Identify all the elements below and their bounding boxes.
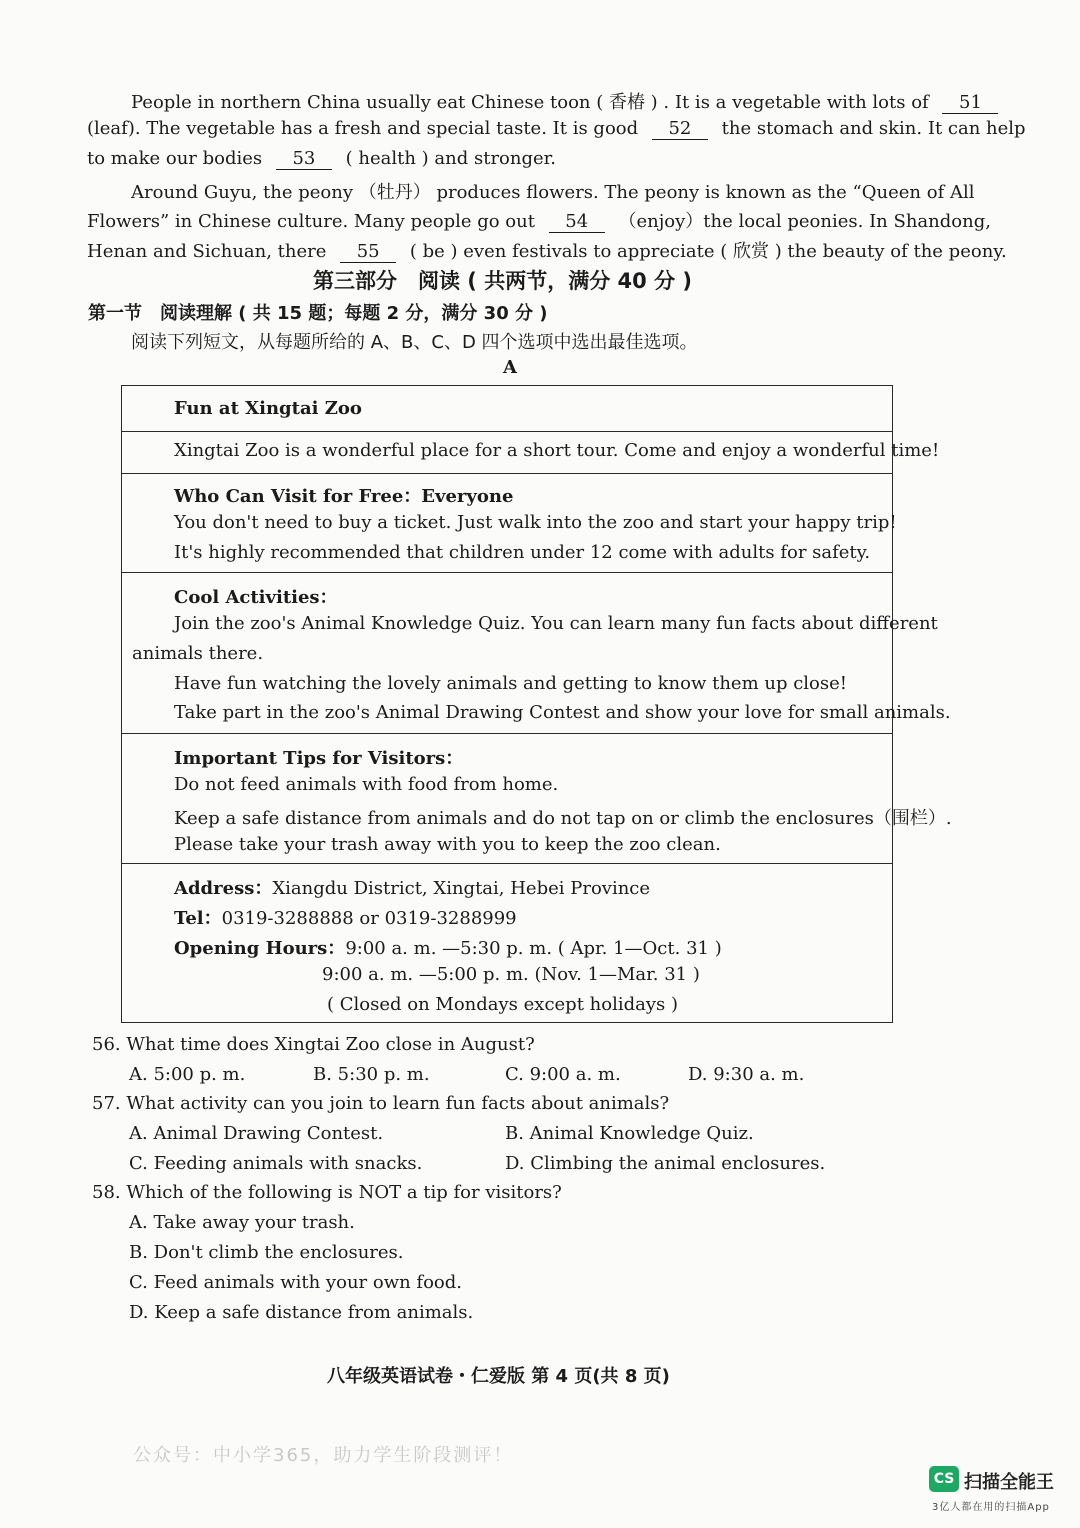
activity-line-3: Have fun watching the lovely animals and getting to know them up close! <box>174 673 848 694</box>
zoo-visit-row <box>122 474 897 573</box>
tips-heading: Important Tips for Visitors： <box>174 748 464 769</box>
address-label: Address： <box>174 878 273 899</box>
instruction: 阅读下列短文，从每题所给的 A、B、C、D 四个选项中选出最佳选项。 <box>131 332 698 353</box>
cloze-line-3 <box>87 148 556 170</box>
q58-option-a: A. Take away your trash. <box>129 1212 355 1233</box>
q57-option-d: D. Climbing the animal enclosures. <box>505 1153 826 1174</box>
q58-option-d: D. Keep a safe distance from animals. <box>129 1302 474 1323</box>
zoo-tips-row <box>122 734 952 864</box>
activity-line-1: Join the zoo's Animal Knowledge Quiz. You can learn many fun facts about different <box>174 613 938 634</box>
watermark-text: 公众号：中小学365，助力学生阶段测评！ <box>133 1445 514 1466</box>
cloze-line-4 <box>131 178 974 204</box>
blank-52: 52 <box>652 119 708 140</box>
q58-option-c: C. Feed animals with your own food. <box>129 1272 462 1293</box>
activity-line-2: animals there. <box>132 643 264 664</box>
cloze-text: the stomach and skin. It can help <box>721 118 1026 139</box>
tip-line-3: Please take your trash away with you to keep the zoo clean. <box>174 834 721 855</box>
address-line <box>174 874 650 900</box>
passage-label: A <box>503 357 517 378</box>
question-57: 57. What activity can you join to learn fun facts about animals? <box>92 1093 670 1114</box>
cloze-text: Flowers” in Chinese culture. Many people go out <box>87 211 535 232</box>
scanner-logo-icon: CS <box>929 1466 959 1492</box>
part3-title: 第三部分 阅读 ( 共两节，满分 40 分 ) <box>313 269 692 293</box>
visit-line-2: It's highly recommended that children under 12 come with adults for safety. <box>174 542 871 563</box>
cloze-text: Around Guyu, the peony （牡丹） produces flowers. The peony is known as the “Queen of All <box>131 182 975 203</box>
zoo-title: Fun at Xingtai Zoo <box>174 398 362 419</box>
visit-heading: Who Can Visit for Free：Everyone <box>174 486 514 507</box>
activities-heading: Cool Activities： <box>174 587 338 608</box>
tip-line-2: Keep a safe distance from animals and do not tap on or climb the enclosures（围栏）. <box>174 808 952 829</box>
hours-line-1 <box>174 934 722 960</box>
blank-55: 55 <box>340 242 396 263</box>
cloze-text: People in northern China usually eat Chinese toon ( 香椿 ) . It is a vegetable with lots of <box>131 92 929 113</box>
cloze-text: (leaf). The vegetable has a fresh and special taste. It is good <box>87 118 639 139</box>
zoo-activities-row <box>122 573 951 734</box>
tip-line-1: Do not feed animals with food from home. <box>174 774 559 795</box>
q58-option-b: B. Don't climb the enclosures. <box>129 1242 404 1263</box>
q57-option-a: A. Animal Drawing Contest. <box>129 1123 384 1144</box>
cloze-text: to make our bodies <box>87 148 263 169</box>
cloze-line-6 <box>87 237 1007 263</box>
zoo-intro: Xingtai Zoo is a wonderful place for a short tour. Come and enjoy a wonderful time! <box>174 440 940 461</box>
zoo-title-row <box>122 386 892 432</box>
hours-line-3: ( Closed on Mondays except holidays ) <box>327 994 678 1015</box>
q57-option-c: C. Feeding animals with snacks. <box>129 1153 423 1174</box>
cloze-text: ( health ) and stronger. <box>345 148 557 169</box>
q57-option-b: B. Animal Knowledge Quiz. <box>505 1123 754 1144</box>
scanner-app-name: 扫描全能王 <box>964 1472 1054 1493</box>
hours-value-1: 9:00 a. m. —5:30 p. m. ( Apr. 1—Oct. 31 ) <box>345 938 722 959</box>
q56-option-b: B. 5:30 p. m. <box>313 1064 430 1085</box>
section1-title: 第一节 阅读理解 ( 共 15 题；每题 2 分，满分 30 分 ) <box>88 303 548 324</box>
zoo-intro-row <box>122 432 940 474</box>
q56-option-c: C. 9:00 a. m. <box>505 1064 621 1085</box>
hours-line-2: 9:00 a. m. —5:00 p. m. (Nov. 1—Mar. 31 ) <box>322 964 700 985</box>
address-value: Xiangdu District, Xingtai, Hebei Province <box>272 878 651 899</box>
blank-53: 53 <box>276 149 332 170</box>
tel-label: Tel： <box>174 908 222 929</box>
activity-line-4: Take part in the zoo's Animal Drawing Contest and show your love for small animals. <box>174 702 951 723</box>
cloze-line-2 <box>87 118 1026 140</box>
q56-option-a: A. 5:00 p. m. <box>129 1064 246 1085</box>
blank-51: 51 <box>942 93 998 114</box>
tel-line <box>174 904 517 930</box>
scanner-app-tagline: 3亿人都在用的扫描App <box>932 1502 1050 1513</box>
hours-label: Opening Hours： <box>174 938 346 959</box>
cloze-text: ( be ) even festivals to appreciate ( 欣赏 ) the beauty of the peony. <box>409 241 1007 262</box>
q56-option-d: D. 9:30 a. m. <box>688 1064 805 1085</box>
cloze-text: （enjoy）the local peonies. In Shandong, <box>618 211 991 232</box>
question-58: 58. Which of the following is NOT a tip for visitors? <box>92 1182 562 1203</box>
visit-line-1: You don't need to buy a ticket. Just walk into the zoo and start your happy trip! <box>174 512 897 533</box>
cloze-line-5 <box>87 207 991 233</box>
cloze-text: Henan and Sichuan, there <box>87 241 327 262</box>
zoo-info-row <box>122 864 892 1022</box>
blank-54: 54 <box>549 212 605 233</box>
page-footer: 八年级英语试卷・仁爱版 第 4 页(共 8 页) <box>327 1366 670 1387</box>
question-56: 56. What time does Xingtai Zoo close in August? <box>92 1034 535 1055</box>
cloze-line-1 <box>131 88 998 114</box>
tel-value: 0319-3288888 or 0319-3288999 <box>221 908 517 929</box>
zoo-notice-box <box>121 385 952 1023</box>
